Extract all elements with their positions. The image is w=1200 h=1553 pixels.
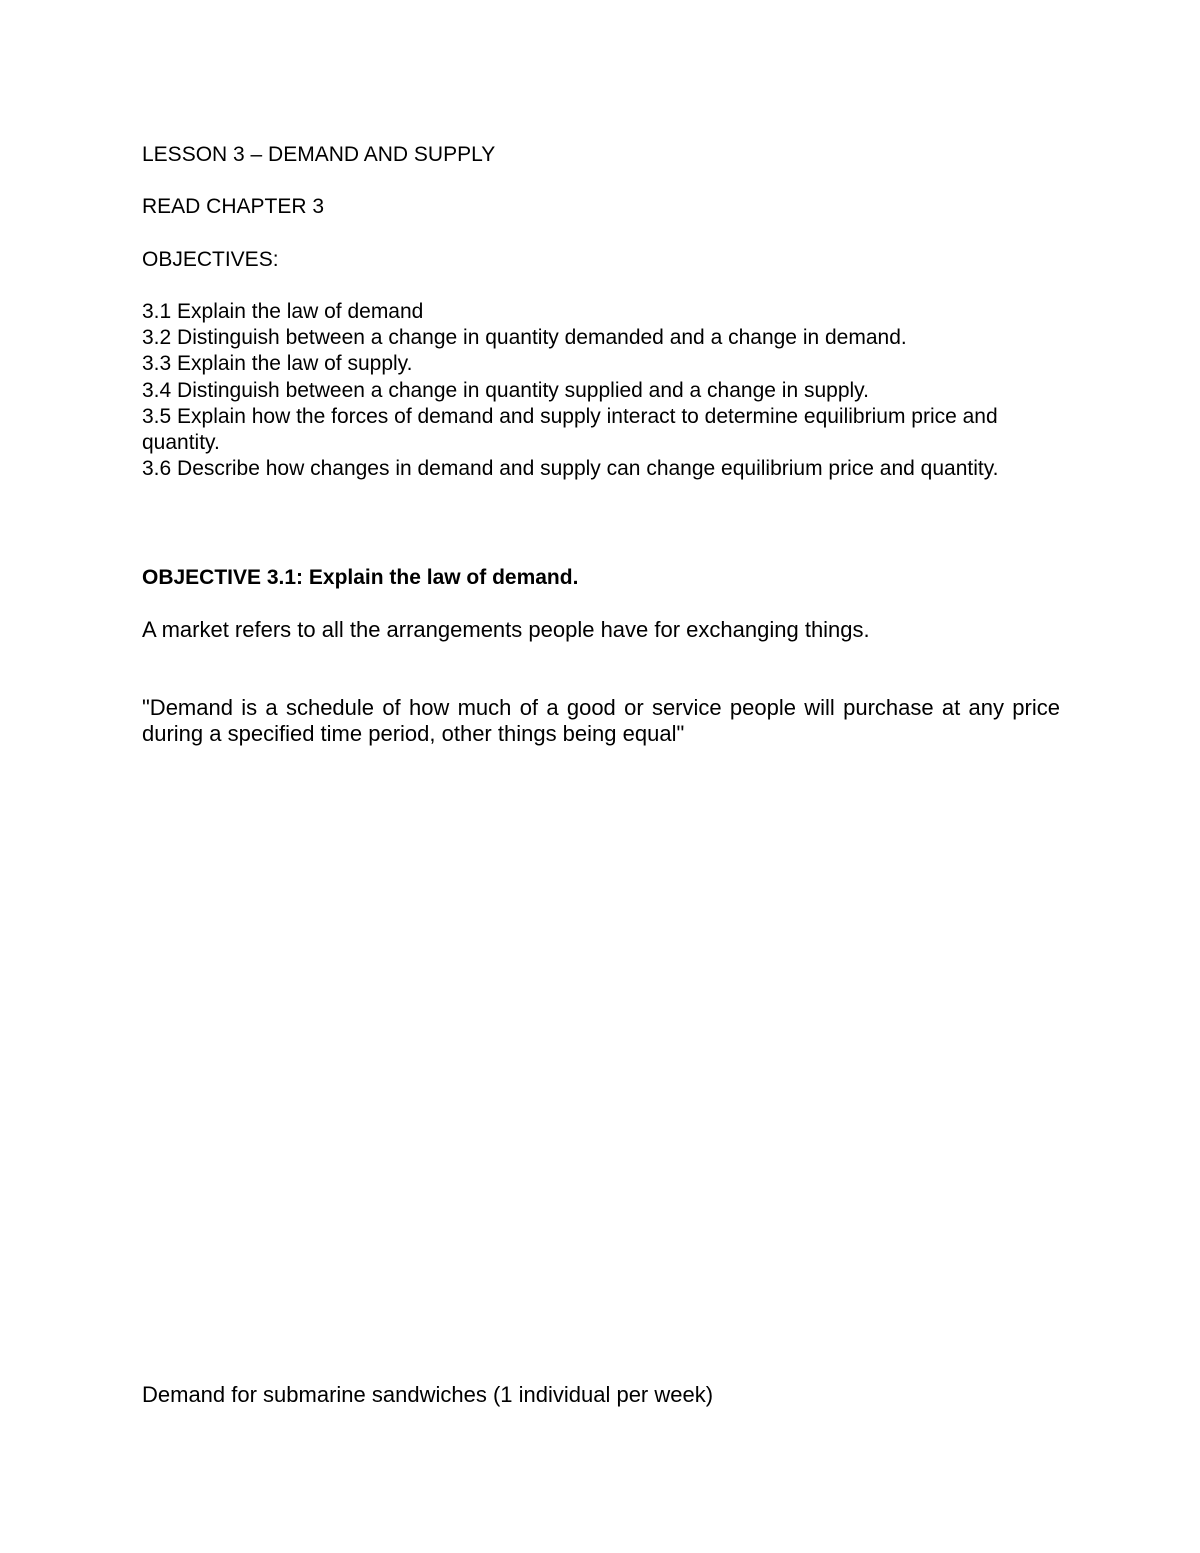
objective-item-3-4: 3.4 Distinguish between a change in quantity supplied and a change in supply.	[142, 378, 869, 402]
objective-item-3-1: 3.1 Explain the law of demand	[142, 300, 424, 323]
objective-item-3-5: 3.5 Explain how the forces of demand and supply interact to determine equilibrium price and quantity.	[142, 404, 998, 455]
market-definition: A market refers to all the arrangements people have for exchanging things.	[142, 617, 870, 642]
section-heading-objective-3-1: OBJECTIVE 3.1: Explain the law of demand.	[142, 566, 579, 589]
objective-item-3-2: 3.2 Distinguish between a change in quantity demanded and a change in demand.	[142, 326, 907, 350]
lesson-title: LESSON 3 – DEMAND AND SUPPLY	[142, 143, 496, 166]
objectives-list	[142, 299, 1072, 482]
objectives-heading: OBJECTIVES:	[142, 248, 279, 271]
table-caption: Demand for submarine sandwiches (1 individual per week)	[142, 1382, 714, 1407]
demand-definition-quote: "Demand is a schedule of how much of a good or service people will purchase at any price during a specified time period, other things being equal"	[142, 695, 1060, 746]
objective-item-3-6: 3.6 Describe how changes in demand and supply can change equilibrium price and quantity.	[142, 457, 999, 481]
objective-item-3-3: 3.3 Explain the law of supply.	[142, 352, 413, 376]
reading-assignment: READ CHAPTER 3	[142, 195, 325, 218]
